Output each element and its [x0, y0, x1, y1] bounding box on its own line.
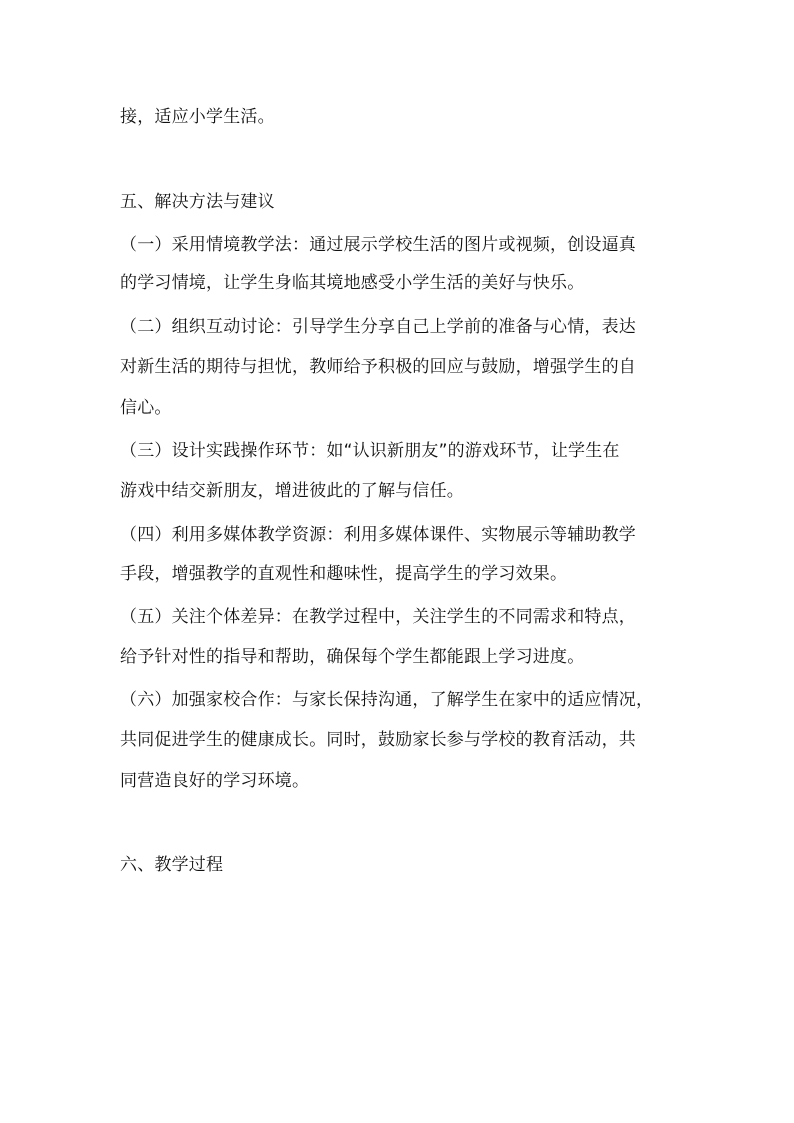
continuation-text: 接，适应小学生活。: [120, 107, 275, 127]
item-4-line-2: 手段，增强教学的直观性和趣味性，提高学生的学习效果。: [120, 564, 568, 584]
item-4-line-1: （四）利用多媒体教学资源：利用多媒体课件、实物展示等辅助教学: [120, 525, 636, 545]
item-2-line-1: （二）组织互动讨论：引导学生分享自己上学前的准备与心情，表达: [120, 317, 636, 337]
item-6-line-1: （六）加强家校合作：与家长保持沟通，了解学生在家中的适应情况，: [120, 690, 654, 710]
item-1-line-2: 的学习情境，让学生身临其境地感受小学生活的美好与快乐。: [120, 273, 585, 293]
item-5-line-2: 给予针对性的指导和帮助，确保每个学生都能跟上学习进度。: [120, 647, 585, 667]
section-6-title: 六、教学过程: [120, 855, 224, 875]
item-3-line-1: （三）设计实践操作环节：如“认识新朋友”的游戏环节，让学生在: [120, 441, 620, 461]
section-5-title: 五、解决方法与建议: [120, 192, 275, 212]
item-2-line-2: 对新生活的期待与担忧，教师给予积极的回应与鼓励，增强学生的自: [120, 357, 636, 377]
item-6-line-3: 同营造良好的学习环境。: [120, 771, 310, 791]
item-3-line-2: 游戏中结交新朋友，增进彼此的了解与信任。: [120, 481, 464, 501]
item-2-line-3: 信心。: [120, 398, 172, 418]
item-6-line-2: 共同促进学生的健康成长。同时，鼓励家长参与学校的教育活动，共: [120, 730, 636, 750]
item-1-line-1: （一）采用情境教学法：通过展示学校生活的图片或视频，创设逼真: [120, 235, 636, 255]
item-5-line-1: （五）关注个体差异：在教学过程中，关注学生的不同需求和特点，: [120, 607, 636, 627]
